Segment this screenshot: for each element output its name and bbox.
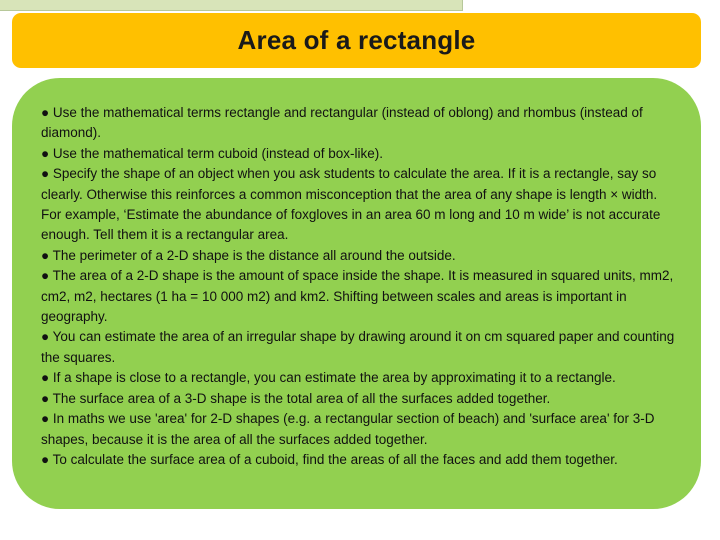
slide-title: Area of a rectangle (237, 25, 476, 55)
bullet-item: ● The surface area of a 3-D shape is the total area of all the surfaces added together. (41, 390, 551, 406)
bullet-item: ● Specify the shape of an object when you ask students to calculate the area. If it is a rectangle, say so clearly. Otherwise this reinforces a common misconception that the area of any shape is length × width. For example, ‘Estimate the abundance of foxgloves in an area 60 m long and 10 m wide’ is not accurate enough. Tell them it is a rectangular area. (41, 166, 661, 243)
content-box (12, 78, 701, 509)
bullet-list (41, 103, 675, 470)
bullet-item: ● If a shape is close to a rectangle, you can estimate the area by approximating it to a rectangle. (41, 370, 616, 386)
top-decorative-strip (0, 0, 463, 11)
bullet-item: ● You can estimate the area of an irregular shape by drawing around it on cm squared paper and counting the squares. (41, 329, 675, 365)
bullet-item: ● The area of a 2-D shape is the amount of space inside the shape. It is measured in squared units, mm2, cm2, m2, hectares (1 ha = 10 000 m2) and km2. Shifting between scales and areas is important in geography. (41, 268, 674, 325)
bullet-item: ● In maths we use 'area' for 2-D shapes (e.g. a rectangular section of beach) and 'surface area' for 3-D shapes, because it is the area of all the surfaces added together. (41, 411, 655, 447)
bullet-item: ● To calculate the surface area of a cuboid, find the areas of all the faces and add them together. (41, 451, 618, 467)
bullet-item: ● The perimeter of a 2-D shape is the distance all around the outside. (41, 247, 456, 263)
bullet-item: ● Use the mathematical term cuboid (instead of box-like). (41, 145, 384, 161)
title-bar (12, 13, 701, 68)
bullet-item: ● Use the mathematical terms rectangle and rectangular (instead of oblong) and rhombus (instead of diamond). (41, 105, 643, 141)
